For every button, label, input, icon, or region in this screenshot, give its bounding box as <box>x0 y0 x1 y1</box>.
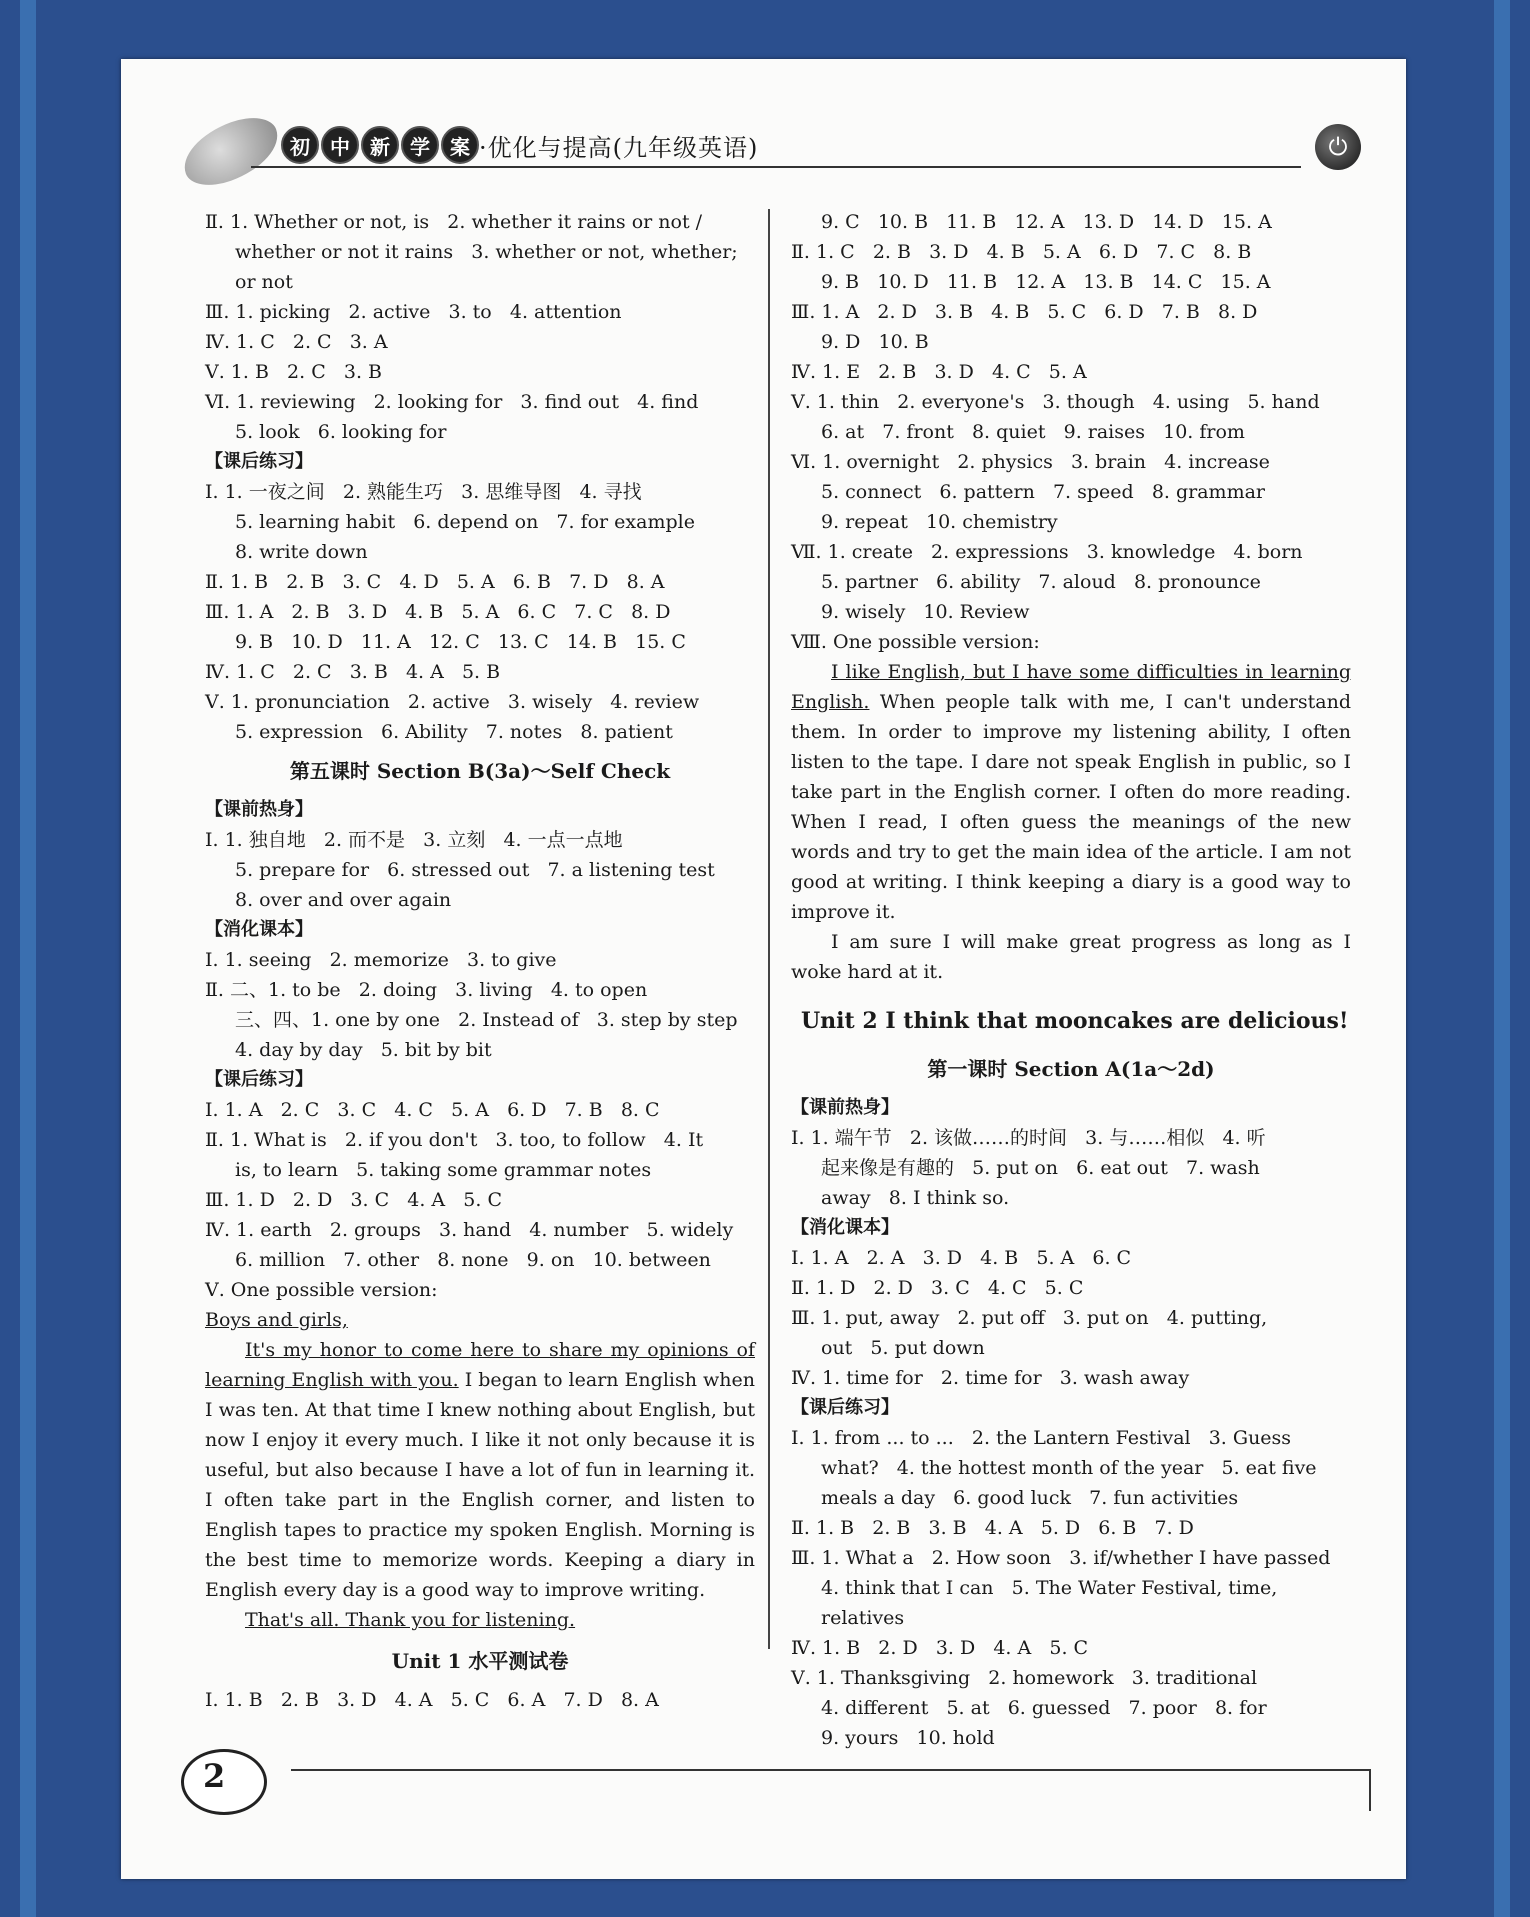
answer-line: Ⅱ. 1. C 2. B 3. D 4. B 5. A 6. D 7. C 8. B <box>791 241 1252 263</box>
bracket-heading: 【消化课本】 <box>205 919 313 940</box>
answer-line: Ⅰ. 1. 端午节 2. 该做……的时间 3. 与……相似 4. 听 <box>791 1127 1266 1149</box>
answer-line: Ⅳ. 1. C 2. C 3. A <box>205 331 388 353</box>
brand-char: 中 <box>321 126 359 164</box>
answer-line: 9. yours 10. hold <box>821 1727 995 1749</box>
answer-line: Ⅲ. 1. picking 2. active 3. to 4. attention <box>205 301 622 323</box>
answer-line: Ⅰ. 1. A 2. A 3. D 4. B 5. A 6. C <box>791 1247 1132 1269</box>
answer-line: Ⅱ. 1. B 2. B 3. C 4. D 5. A 6. B 7. D 8. A <box>205 571 665 593</box>
answer-line: Ⅲ. 1. put, away 2. put off 3. put on 4. putting, <box>791 1307 1268 1329</box>
unit-title: Unit 2 I think that mooncakes are delicious! <box>801 1008 1349 1034</box>
answer-line: Ⅰ. 1. B 2. B 3. D 4. A 5. C 6. A 7. D 8. A <box>205 1689 659 1711</box>
right-answers-block-1 <box>791 207 1351 657</box>
bracket-heading: 【课后练习】 <box>205 1069 313 1090</box>
essay-paragraph: I like English, but I have some difficulties in learning English. When people talk with me, I can't understand them. In order to improve my listening ability, I often listen to the tape. I dare not speak English in public, so I take part in the English corner. I often do more reading. When I read, I often guess the meanings of the new words and try to get the main idea of the article. I am not good at writing. I think keeping a diary is a good way to improve it. <box>791 661 1351 923</box>
bracket-heading: 【课前热身】 <box>205 799 313 820</box>
answer-line: Ⅷ. One possible version: <box>791 631 1040 653</box>
page-footer <box>161 1739 1391 1819</box>
left-answers-block-2 <box>205 795 755 1305</box>
brand-title <box>281 126 479 164</box>
background-edge-right <box>1494 0 1510 1917</box>
brand-char: 新 <box>361 126 399 164</box>
answer-line: 三、四、1. one by one 2. Instead of 3. step by step <box>235 1009 738 1031</box>
answer-line: Ⅲ. 1. A 2. D 3. B 4. B 5. C 6. D 7. B 8. D <box>791 301 1258 323</box>
answer-line: 4. think that I can 5. The Water Festival, time, <box>821 1577 1278 1599</box>
essay-paragraph: It's my honor to come here to share my opinions of learning English with you. I began to learn English when I was ten. At that time I knew nothing about English, but now I enjoy it every much. I like it not only because it is useful, but also because I have a lot of fun in learning it. I often take part in the English corner, and listen to English tapes to practice my spoken English. Morning is the best time to memorize words. Keeping a diary in English every day is a good way to improve writing. <box>205 1339 755 1601</box>
answer-line: Ⅳ. 1. B 2. D 3. D 4. A 5. C <box>791 1637 1089 1659</box>
answer-line: is, to learn 5. taking some grammar notes <box>235 1159 652 1181</box>
answer-line: 9. B 10. D 11. B 12. A 13. B 14. C 15. A <box>821 271 1271 293</box>
page-number: 2 <box>203 1757 226 1795</box>
answer-line: 5. expression 6. Ability 7. notes 8. patient <box>235 721 673 743</box>
answer-line: Ⅲ. 1. What a 2. How soon 3. if/whether I have passed <box>791 1547 1331 1569</box>
bracket-heading: 【消化课本】 <box>791 1217 899 1238</box>
answer-line: meals a day 6. good luck 7. fun activities <box>821 1487 1239 1509</box>
answer-line: Ⅱ. 1. B 2. B 3. B 4. A 5. D 6. B 7. D <box>791 1517 1194 1539</box>
left-answers-block-1 <box>205 207 755 747</box>
bracket-heading: 【课前热身】 <box>791 1097 899 1118</box>
answer-line: Ⅳ. 1. E 2. B 3. D 4. C 5. A <box>791 361 1087 383</box>
answer-line: 5. learning habit 6. depend on 7. for example <box>235 511 695 533</box>
answer-line: 9. wisely 10. Review <box>821 601 1030 623</box>
answer-line: 起来像是有趣的 5. put on 6. eat out 7. wash <box>821 1157 1260 1179</box>
answer-line: relatives <box>821 1607 905 1629</box>
answer-line: 9. C 10. B 11. B 12. A 13. D 14. D 15. A <box>821 211 1272 233</box>
workbook-page <box>121 59 1406 1879</box>
book-subtitle: ·优化与提高(九年级英语) <box>479 134 759 162</box>
answer-line: Ⅵ. 1. overnight 2. physics 3. brain 4. increase <box>791 451 1270 473</box>
section-title: 第五课时 Section B(3a)～Self Check <box>289 759 671 783</box>
unit-test-title: Unit 1 水平测试卷 <box>391 1649 569 1673</box>
answer-line: Ⅱ. 1. D 2. D 3. C 4. C 5. C <box>791 1277 1084 1299</box>
answer-line: 6. at 7. front 8. quiet 9. raises 10. from <box>821 421 1245 443</box>
answer-line: whether or not it rains 3. whether or not, whether; <box>235 241 738 263</box>
leaf-logo-icon <box>175 109 288 195</box>
answer-line: Ⅴ. 1. Thanksgiving 2. homework 3. traditional <box>791 1667 1258 1689</box>
answer-line: Ⅳ. 1. C 2. C 3. B 4. A 5. B <box>205 661 501 683</box>
answer-line: Ⅳ. 1. time for 2. time for 3. wash away <box>791 1367 1190 1389</box>
answer-line: or not <box>235 271 293 293</box>
answer-line: what? 4. the hottest month of the year 5. eat five <box>821 1457 1317 1479</box>
page-header <box>161 114 1371 189</box>
answer-line: 5. connect 6. pattern 7. speed 8. grammar <box>821 481 1266 503</box>
right-answers-block-2 <box>791 1093 1351 1753</box>
answer-line: 9. D 10. B <box>821 331 929 353</box>
essay-greeting: Boys and girls, <box>205 1309 348 1331</box>
answer-line: Ⅰ. 1. 独自地 2. 而不是 3. 立刻 4. 一点一点地 <box>205 829 623 851</box>
right-column <box>791 207 1351 1753</box>
answer-line: Ⅴ. 1. B 2. C 3. B <box>205 361 383 383</box>
background-edge-left <box>20 0 36 1917</box>
header-divider <box>251 166 1301 168</box>
answer-line: 8. write down <box>235 541 368 563</box>
answer-line: Ⅲ. 1. A 2. B 3. D 4. B 5. A 6. C 7. C 8. D <box>205 601 671 623</box>
answer-line: Ⅶ. 1. create 2. expressions 3. knowledge 4. born <box>791 541 1303 563</box>
answer-line: Ⅴ. One possible version: <box>205 1279 438 1301</box>
answer-line: Ⅲ. 1. D 2. D 3. C 4. A 5. C <box>205 1189 502 1211</box>
bracket-heading: 【课后练习】 <box>791 1397 899 1418</box>
answer-line: Ⅰ. 1. seeing 2. memorize 3. to give <box>205 949 557 971</box>
answer-line: out 5. put down <box>821 1337 985 1359</box>
answer-line: Ⅳ. 1. earth 2. groups 3. hand 4. number 5. widely <box>205 1219 734 1241</box>
power-icon: ⏻ <box>1315 124 1361 170</box>
essay-paragraph: I am sure I will make great progress as long as I woke hard at it. <box>791 931 1351 983</box>
footer-divider <box>291 1769 1371 1811</box>
answer-line: Ⅰ. 1. A 2. C 3. C 4. C 5. A 6. D 7. B 8. C <box>205 1099 660 1121</box>
answer-line: Ⅱ. 1. Whether or not, is 2. whether it rains or not / <box>205 211 703 233</box>
answer-line: 9. repeat 10. chemistry <box>821 511 1058 533</box>
answer-line: 4. different 5. at 6. guessed 7. poor 8. for <box>821 1697 1267 1719</box>
answer-line: Ⅰ. 1. from ... to ... 2. the Lantern Festival 3. Guess <box>791 1427 1292 1449</box>
answer-line: 5. partner 6. ability 7. aloud 8. pronounce <box>821 571 1261 593</box>
answer-line: Ⅵ. 1. reviewing 2. looking for 3. find out 4. find <box>205 391 699 413</box>
answer-line: away 8. I think so. <box>821 1187 1010 1209</box>
brand-char: 初 <box>281 126 319 164</box>
section-title: 第一课时 Section A(1a～2d) <box>927 1057 1215 1081</box>
answer-line: Ⅱ. 二、1. to be 2. doing 3. living 4. to open <box>205 979 648 1001</box>
answer-line: 6. million 7. other 8. none 9. on 10. between <box>235 1249 711 1271</box>
column-divider <box>768 209 770 1649</box>
answer-line: Ⅱ. 1. What is 2. if you don't 3. too, to follow 4. It <box>205 1129 704 1151</box>
brand-char: 案 <box>441 126 479 164</box>
answer-line: 5. look 6. looking for <box>235 421 447 443</box>
answer-line: 9. B 10. D 11. A 12. C 13. C 14. B 15. C <box>235 631 686 653</box>
answer-line: 4. day by day 5. bit by bit <box>235 1039 492 1061</box>
answer-line: Ⅰ. 1. 一夜之间 2. 熟能生巧 3. 思维导图 4. 寻找 <box>205 481 642 503</box>
answer-line: 8. over and over again <box>235 889 452 911</box>
answer-line: Ⅴ. 1. thin 2. everyone's 3. though 4. using 5. hand <box>791 391 1320 413</box>
essay-closing: That's all. Thank you for listening. <box>245 1609 576 1631</box>
answer-line: 5. prepare for 6. stressed out 7. a listening test <box>235 859 715 881</box>
left-column <box>205 207 755 1715</box>
bracket-heading: 【课后练习】 <box>205 451 313 472</box>
answer-line: Ⅴ. 1. pronunciation 2. active 3. wisely 4. review <box>205 691 700 713</box>
brand-char: 学 <box>401 126 439 164</box>
